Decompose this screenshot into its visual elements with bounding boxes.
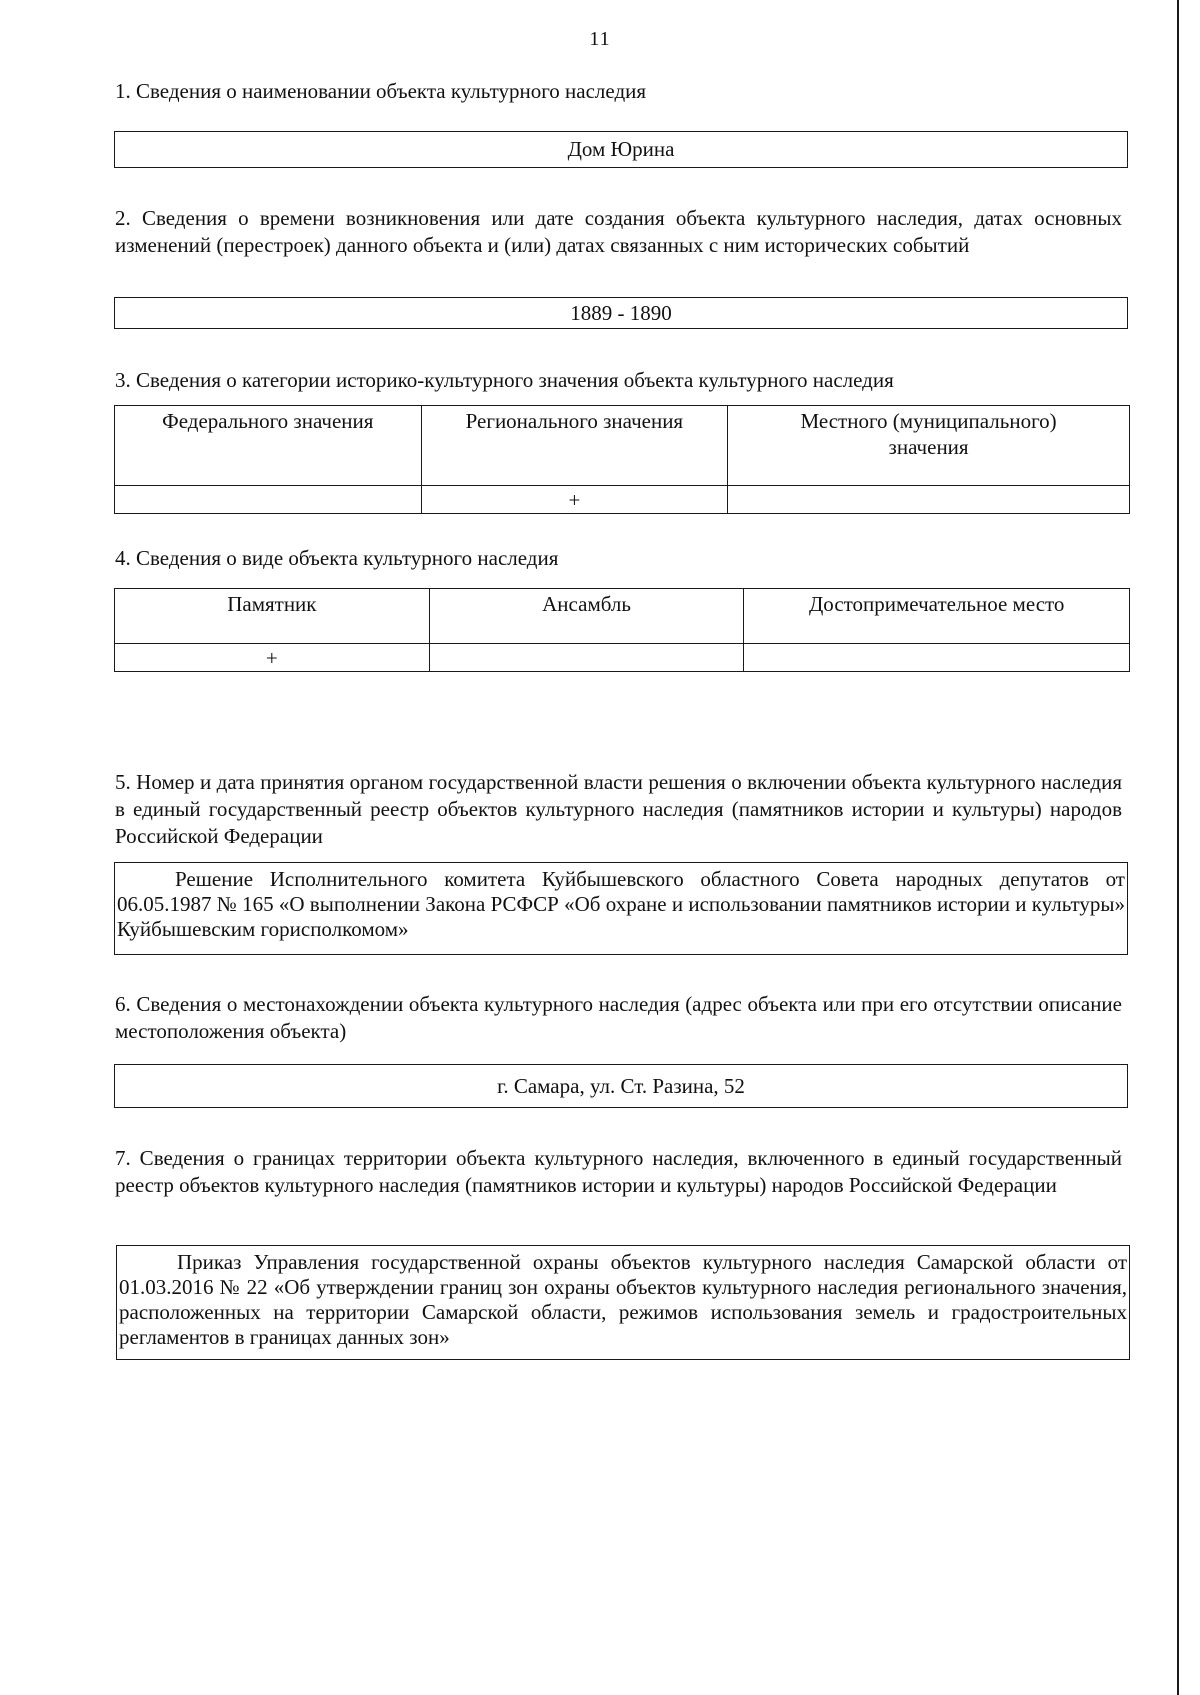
object-name-value: Дом Юрина <box>567 137 675 161</box>
table-row <box>115 486 1130 514</box>
territory-boundaries-value: Приказ Управления государственной охраны объектов культурного наследия Самарской области от 01.03.2016 № 22 «Об утверждении границ зон охраны объектов культурного наследия регионального значения, расположенных на территории Самарской области, режимов использования земель и градостроительных регламентов в границах данных зон» <box>119 1250 1127 1349</box>
section-3-heading: 3. Сведения о категории историко-культурного значения объекта культурного наследия <box>115 368 894 392</box>
section-2-heading: 2. Сведения о времени возникновения или дате создания объекта культурного наследия, датах основных изменений (перестроек) данного объекта и (или) датах связанных с ним исторических событий <box>115 206 1122 257</box>
section-7-heading: 7. Сведения о границах территории объекта культурного наследия, включенного в единый государственный реестр объектов культурного наследия (памятников истории и культуры) народов Российской Федерации <box>115 1146 1122 1197</box>
table-header-row <box>115 406 1130 486</box>
territory-boundaries-box <box>116 1245 1130 1360</box>
table-header-cell: Местного (муниципального) значения <box>728 406 1130 486</box>
object-type-table <box>114 588 1130 672</box>
register-decision-box <box>114 862 1128 955</box>
table-cell <box>728 486 1130 514</box>
address-box <box>114 1064 1128 1108</box>
page-number: 11 <box>589 28 611 50</box>
table-cell <box>744 644 1130 672</box>
table-cell: + <box>421 486 728 514</box>
table-cell: + <box>115 644 430 672</box>
table-row <box>115 644 1130 672</box>
section-6-heading: 6. Сведения о местонахождении объекта культурного наследия (адрес объекта или при его отсутствии описание местоположения объекта) <box>115 992 1122 1043</box>
table-header-cell: Памятник <box>115 589 430 644</box>
significance-category-table <box>114 405 1130 514</box>
table-header-row <box>115 589 1130 644</box>
table-cell <box>115 486 422 514</box>
scan-edge-line <box>1177 0 1179 1695</box>
creation-date-box <box>114 297 1128 329</box>
table-header-cell: Достопримечательное место <box>744 589 1130 644</box>
table-cell <box>429 644 744 672</box>
section-1-heading: 1. Сведения о наименовании объекта культурного наследия <box>115 79 647 103</box>
table-header-cell: Регионального значения <box>421 406 728 486</box>
register-decision-value: Решение Исполнительного комитета Куйбышевского областного Совета народных депутатов от 06.05.1987 № 165 «О выполнении Закона РСФСР «Об охране и использовании памятников истории и культуры» Куйбышевским горисполкомом» <box>117 867 1125 941</box>
section-4-heading: 4. Сведения о виде объекта культурного наследия <box>115 546 559 570</box>
section-5-heading: 5. Номер и дата принятия органом государственной власти решения о включении объекта культурного наследия в единый государственный реестр объектов культурного наследия (памятников истории и культуры) народов Российской Федерации <box>115 770 1122 848</box>
table-header-cell: Ансамбль <box>429 589 744 644</box>
object-name-box <box>114 131 1128 168</box>
address-value: г. Самара, ул. Ст. Разина, 52 <box>497 1073 745 1098</box>
creation-date-value: 1889 - 1890 <box>570 300 672 325</box>
table-header-cell: Федерального значения <box>115 406 422 486</box>
